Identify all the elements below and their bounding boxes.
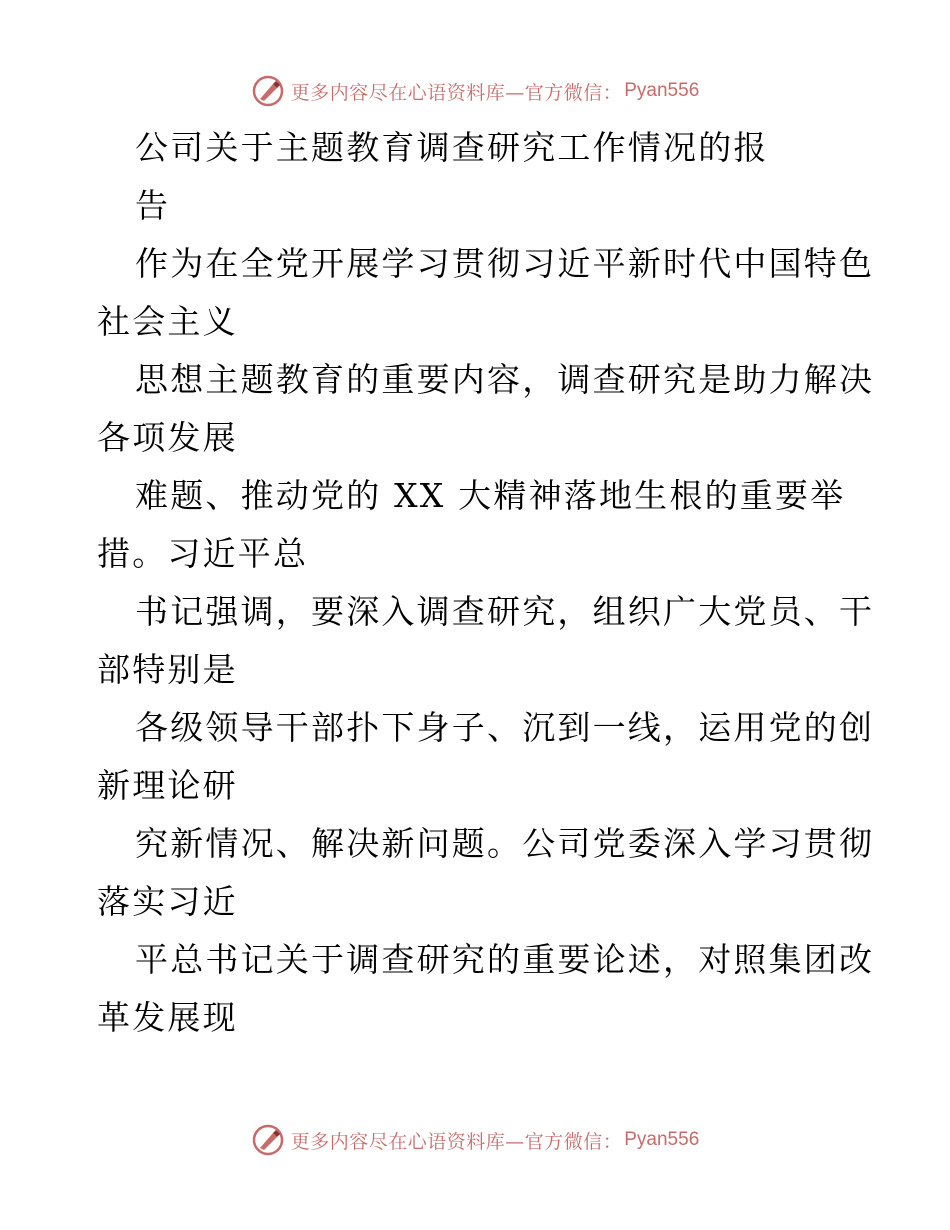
text-line: 书记强调，要深入调查研究，组织广大党员、干 (135, 592, 875, 631)
text-line: 告 (135, 186, 171, 225)
pen-logo-icon (251, 1123, 285, 1157)
header-watermark (0, 71, 950, 111)
text-line: 平总书记关于调查研究的重要论述，对照集团改 (135, 940, 875, 979)
watermark-wechat-id: Pyan556 (624, 1129, 700, 1150)
text-line: 各项发展 (97, 418, 238, 457)
watermark-text: 更多内容尽在心语资料库—官方微信： (290, 81, 623, 104)
footer-watermark (0, 1120, 950, 1160)
text-line: 新理论研 (97, 766, 238, 805)
text-line: 落实习近 (97, 882, 238, 921)
text-line: 革发展现 (97, 998, 238, 1037)
text-line: 作为在全党开展学习贯彻习近平新时代中国特色 (135, 244, 875, 283)
watermark-wechat-id: Pyan556 (624, 80, 700, 101)
text-line: 部特别是 (97, 650, 238, 689)
text-line: 思想主题教育的重要内容，调查研究是助力解决 (135, 360, 875, 399)
text-line: 措。习近平总 (97, 534, 309, 573)
text-line: 难题、推动党的 XX 大精神落地生根的重要举 (135, 476, 846, 515)
pen-logo-icon (251, 74, 285, 108)
text-line: 各级领导干部扑下身子、沉到一线，运用党的创 (135, 708, 875, 747)
text-line: 公司关于主题教育调查研究工作情况的报 (135, 128, 769, 167)
watermark-text: 更多内容尽在心语资料库—官方微信： (290, 1130, 623, 1153)
text-line: 社会主义 (97, 302, 238, 341)
text-line: 究新情况、解决新问题。公司党委深入学习贯彻 (135, 824, 875, 863)
